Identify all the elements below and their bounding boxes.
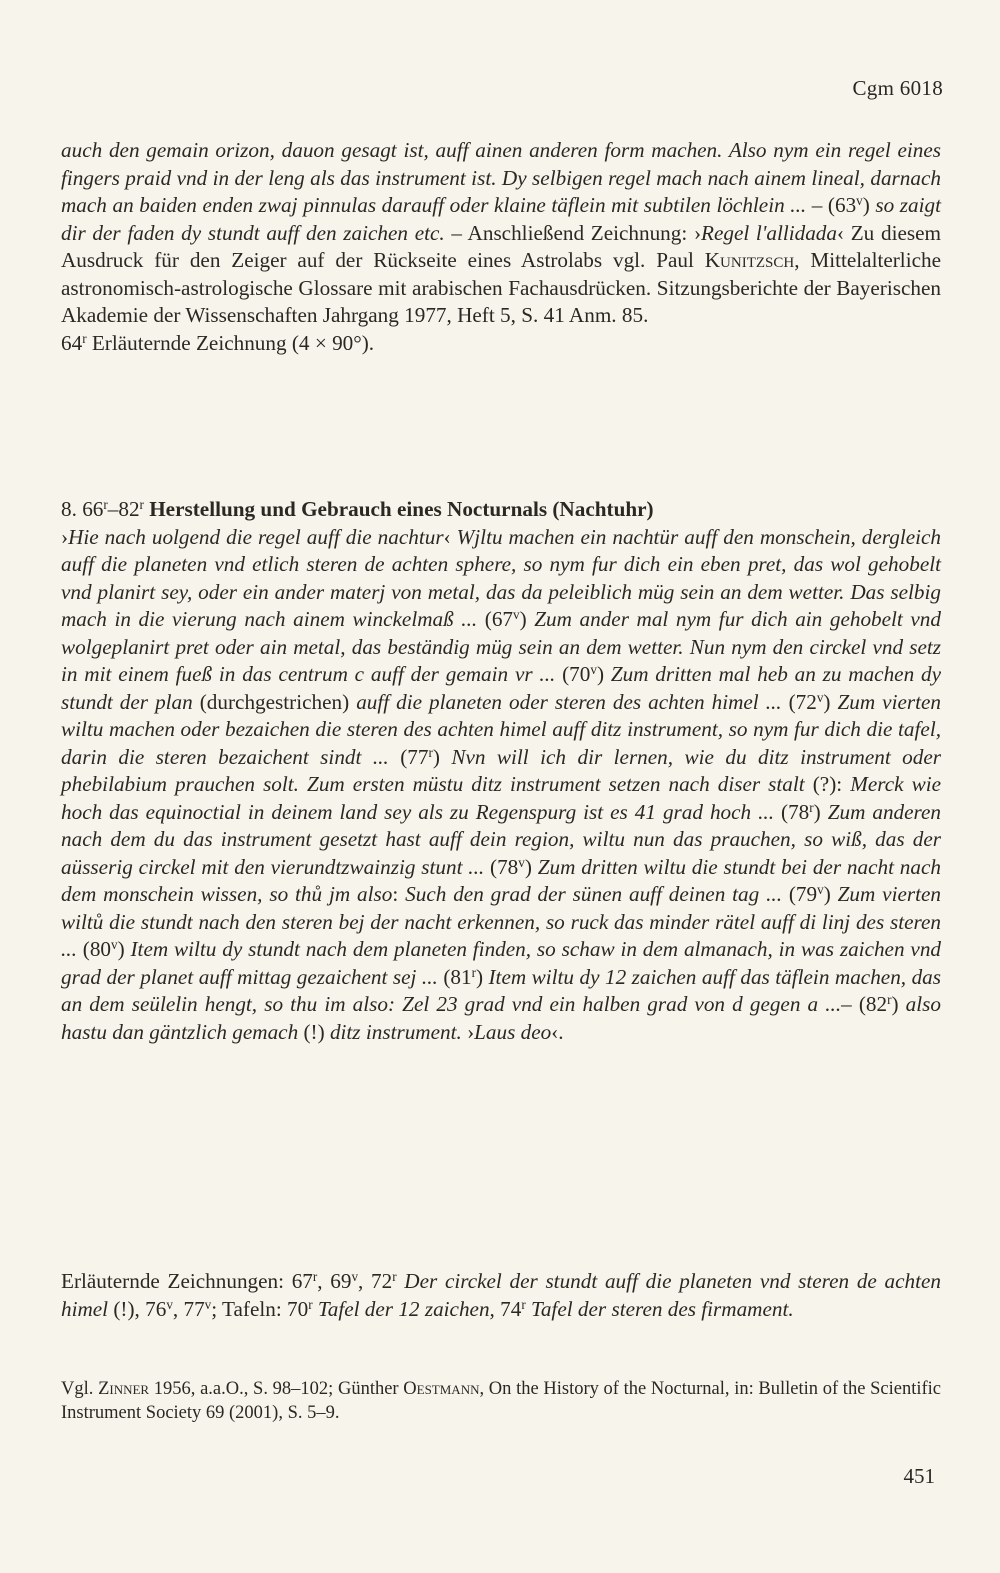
commentary-text: – (82 xyxy=(841,992,888,1016)
commentary-text: ) xyxy=(475,964,489,989)
commentary-text: ) xyxy=(432,744,452,769)
commentary-text: Erläuternde Zeichnungen: 67 xyxy=(61,1269,313,1293)
commentary-text: 74 xyxy=(500,1296,522,1321)
commentary-text: , 72 xyxy=(358,1269,393,1293)
entry-7-paragraph xyxy=(61,137,941,330)
folio-side: v xyxy=(590,661,597,677)
commentary-text: ; Tafeln: 70 xyxy=(211,1296,309,1321)
commentary-text: (78 xyxy=(781,799,810,824)
commentary-text: ‹ xyxy=(443,524,457,549)
folio-side: v xyxy=(204,1296,212,1312)
folio-side: v xyxy=(816,689,824,705)
commentary-text: (80 xyxy=(82,937,112,961)
commentary-text: ) xyxy=(823,882,838,906)
folio-side: v xyxy=(817,881,824,897)
commentary-text: ) xyxy=(524,854,538,879)
bibliography-note xyxy=(61,1377,941,1425)
folio-side: r xyxy=(809,799,814,815)
page-number: 451 xyxy=(903,1464,935,1488)
folio-ref: (63$^v$) xyxy=(827,192,870,217)
commentary-text: › xyxy=(467,1019,475,1044)
commentary-text: (72 xyxy=(788,689,817,714)
commentary-text: ) xyxy=(813,799,828,824)
folio-side: v xyxy=(513,606,520,622)
commentary-text: (67 xyxy=(484,607,514,631)
quote-text: Such den grad der sünen auff deinen tag ... xyxy=(405,882,789,906)
quote-text: Zum dritten wiltu die stundt bei der nacht nach dem monschein wissen, so thů jm also xyxy=(61,854,941,906)
commentary-text: – Anschließend Zeichnung: › xyxy=(444,220,701,245)
quote-text: Tafel der 12 zaichen, xyxy=(317,1296,501,1321)
entry-7-continuation xyxy=(61,137,941,357)
folio-side: r xyxy=(308,1296,313,1312)
commentary-text: ) xyxy=(519,607,535,631)
drawings-note xyxy=(61,1268,941,1323)
commentary-text: (!) xyxy=(303,1019,330,1044)
commentary-text: (78 xyxy=(490,854,519,879)
folio-side: r xyxy=(521,1296,526,1312)
folio-side: r xyxy=(392,1268,397,1284)
folio-side: r xyxy=(471,964,476,980)
folio-side: v xyxy=(166,1296,173,1312)
commentary-text: (81 xyxy=(443,964,472,989)
running-head: Cgm 6018 xyxy=(852,76,943,100)
commentary-text: › xyxy=(61,524,69,549)
commentary-text: (?): xyxy=(812,772,851,796)
commentary-text: , On the History of the Nocturnal, in: Bulletin of the Scientific Instrument Society 69 (2001), S. 5–9. xyxy=(61,1379,941,1423)
folio-side: r xyxy=(312,1268,318,1284)
commentary-text: ‹ Zu diesem Ausdruck für den Zeiger auf der Rückseite eines Astrolabs vgl. Paul xyxy=(61,220,941,272)
entry-8 xyxy=(61,496,941,1046)
quote-text: ditz instrument. xyxy=(329,1019,468,1044)
folio-side: v xyxy=(351,1268,359,1284)
entry-8-paragraph xyxy=(61,524,941,1047)
commentary-text: (79 xyxy=(788,882,818,906)
drawing-note: 64$^r$ Erläuternde Zeichnung (4 × 90°). xyxy=(61,330,375,355)
commentary-text: Vgl. xyxy=(61,1379,99,1399)
commentary-text: , Mittelalterliche astronomisch-astrologische Glossare mit arabischen Fachausdrücken. Sitzungsberichte der Bayerischen Akademie der Wissenschaften Jahrgang 1977, Heft 5, S. 41 Anm. 85. xyxy=(61,248,941,327)
folio-side: r xyxy=(428,744,433,760)
folio-side: v xyxy=(518,854,525,870)
commentary-text: , 69 xyxy=(317,1269,352,1293)
author-name: Kunitzsch xyxy=(704,248,795,272)
folio-side: v xyxy=(111,936,118,952)
folio-side: r xyxy=(887,991,892,1007)
quote-text: Zum vierten wiltu machen oder bezaichen die steren des achten himel auff ditz instrument, so nym fur dich die tafel, darin die steren bezaichent sindt ... xyxy=(61,689,941,769)
commentary-text: ) xyxy=(117,937,131,961)
quote-text: Hie nach uolgend die regel auff die nachtur xyxy=(68,524,444,549)
quote-text: Item wiltu dy stundt nach dem planeten finden, so schaw in dem almanach, in was zaichen vnd grad der planet auff mittag gezaichent sej ... xyxy=(61,937,942,989)
quote-text: Merck wie hoch das equinoctial in deinem land sey als zu Regenspurg ist es 41 grad hoch ... xyxy=(61,772,942,824)
commentary-text: ‹. xyxy=(551,1019,564,1044)
author-name: Zinner xyxy=(98,1379,150,1399)
quote-text: Tafel der steren des firmament. xyxy=(531,1296,794,1321)
commentary-text: (durchgestrichen) xyxy=(199,689,357,714)
commentary-text: , 77 xyxy=(172,1296,205,1321)
quote-text: Zum vierten wiltů die stundt nach den steren bej der nacht erkennen, so ruck das minder rätel auff di linj des steren ... xyxy=(61,882,941,961)
quote-text: auch den gemain orizon, dauon gesagt ist, auff ainen anderen form machen. Also nym ein regel eines fingers praid vnd in der leng als das instrument ist. Dy selbigen regel mach nach ainem lineal, darnach mach an baiden enden zwaj pinnulas darauff oder klaine täflein mit subtilen löchlein ... – xyxy=(61,138,941,217)
commentary-text: (77 xyxy=(400,744,429,769)
quote-text: also hastu dan gäntzlich gemach xyxy=(61,992,941,1044)
commentary-text: ) xyxy=(823,689,838,714)
quote-text: Regel l'allidada xyxy=(701,220,837,245)
author-name: Oestmann xyxy=(403,1379,480,1399)
quote-text: Zum dritten mal heb an zu machen dy stundt der plan xyxy=(61,662,941,714)
quote-text: Laus deo xyxy=(474,1019,552,1044)
commentary-text: ) xyxy=(891,992,906,1016)
commentary-text: (70 xyxy=(562,662,591,686)
commentary-text: ) xyxy=(596,662,611,686)
bibliography-paragraph xyxy=(61,1377,941,1425)
commentary-text: (!), 76 xyxy=(113,1296,167,1321)
commentary-text: : xyxy=(392,882,406,906)
quote-text: auff die planeten oder steren des achten himel ... xyxy=(356,689,789,714)
quote-text: so zaigt dir der faden dy stundt auff den zaichen etc. xyxy=(61,193,942,245)
quote-text: Wjltu machen ein nachtür auff den monschein, dergleich auff die planeten vnd etlich steren de achten sphere, so nym fur dich ein eben pret, das wol gehobelt vnd planirt sey, oder ein ander materj von metal, das da peleiblich müg sein an dem wetter. Das selbig mach in die vierung nach ainem winckelmaß ... xyxy=(61,524,941,631)
commentary-text: 1956, a.a.O., S. 98–102; Günther xyxy=(149,1379,404,1399)
quote-text: Zum anderen nach dem du das instrument gesetzt hast auff dein region, wiltu nun das prauchen, so wiß, das der aüsserig circkel mit den vierundtzwainzig stunt ... xyxy=(61,799,941,879)
quote-text: Item wiltu dy 12 zaichen auff das täflein machen, das an dem seülelin hengt, so thu im also: Zel 23 grad vnd ein halben grad von d gegen a ... xyxy=(61,964,942,1016)
quote-text: Nvn will ich dir lernen, wie du ditz instrument oder phebilabium prauchen solt. Zum ersten müstu ditz instrument setzen nach diser stalt xyxy=(61,744,942,796)
drawings-paragraph xyxy=(61,1268,941,1323)
quote-text: Der circkel der stundt auff die planeten vnd steren de achten himel xyxy=(61,1269,942,1321)
section-heading: 8. 66$^r$–82$^r$ Herstellung und Gebrauch eines Nocturnals (Nachtuhr) xyxy=(61,496,654,521)
quote-text: Zum ander mal nym fur dich ain gehobelt vnd wolgeplanirt pret oder ain metal, das beständig müg sein an dem wetter. Nun nym den circkel vnd setz in mit einem fueß in das centrum c auff der gemain vr ... xyxy=(61,607,941,686)
